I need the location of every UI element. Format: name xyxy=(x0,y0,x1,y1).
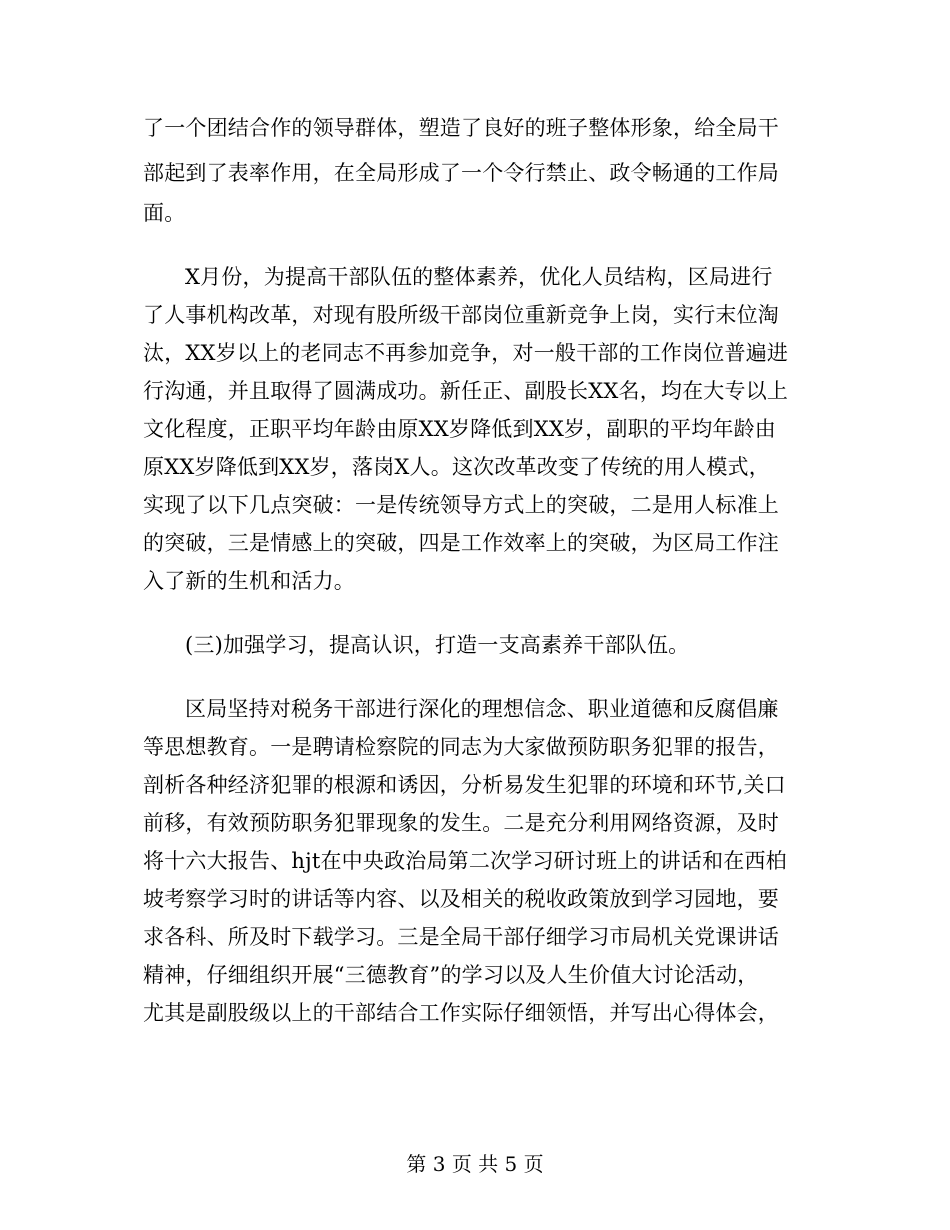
text-line: 将十六大报告、hjt在中央政治局第二次学习研讨班上的讲话和在西柏 xyxy=(143,849,787,873)
text-line: 实现了以下几点突破：一是传统领导方式上的突破，二是用人标准上 xyxy=(143,493,779,517)
text-line: 尤其是副股级以上的干部结合工作实际仔细领悟，并写出心得体会， xyxy=(143,1001,779,1025)
text-line: 区局坚持对税务干部进行深化的理想信念、职业道德和反腐倡廉 xyxy=(185,697,779,721)
text-line: 了人事机构改革，对现有股所级干部岗位重新竞争上岗，实行末位淘 xyxy=(143,303,779,327)
text-line: 的突破，三是情感上的突破，四是工作效率上的突破，为区局工作注 xyxy=(143,531,779,555)
text-line: 原XX岁降低到XX岁，落岗X人。这次改革改变了传统的用人模式， xyxy=(143,455,770,479)
text-line: 入了新的生机和活力。 xyxy=(143,569,355,593)
text-line: 剖析各种经济犯罪的根源和诱因，分析易发生犯罪的环境和环节,关口 xyxy=(143,773,786,797)
section-heading: (三)加强学习，提高认识，打造一支高素养干部队伍。 xyxy=(185,633,690,657)
text-line: 前移，有效预防职务犯罪现象的发生。二是充分利用网络资源，及时 xyxy=(143,811,779,835)
text-line: 部起到了表率作用，在全局形成了一个令行禁止、政令畅通的工作局 xyxy=(143,161,779,185)
text-line: 面。 xyxy=(143,201,186,225)
text-line: 坡考察学习时的讲话等内容、以及相关的税收政策放到学习园地，要 xyxy=(143,887,779,911)
page-number: 第 3 页 共 5 页 xyxy=(406,1152,544,1176)
text-line: X月份，为提高干部队伍的整体素养，优化人员结构，区局进行 xyxy=(185,265,773,289)
text-line: 了一个团结合作的领导群体，塑造了良好的班子整体形象，给全局干 xyxy=(143,116,779,140)
text-line: 文化程度，正职平均年龄由原XX岁降低到XX岁，副职的平均年龄由 xyxy=(143,417,776,441)
text-line: 求各科、所及时下载学习。三是全局干部仔细学习市局机关党课讲话 xyxy=(143,925,779,949)
text-line: 汰，XX岁以上的老同志不再参加竞争，对一般干部的工作岗位普遍进 xyxy=(143,341,789,365)
text-line: 等思想教育。一是聘请检察院的同志为大家做预防职务犯罪的报告， xyxy=(143,735,779,759)
text-line: 精神，仔细组织开展“三德教育”的学习以及人生价值大讨论活动， xyxy=(143,963,759,987)
text-line: 行沟通，并且取得了圆满成功。新任正、副股长XX名，均在大专以上 xyxy=(143,379,789,403)
